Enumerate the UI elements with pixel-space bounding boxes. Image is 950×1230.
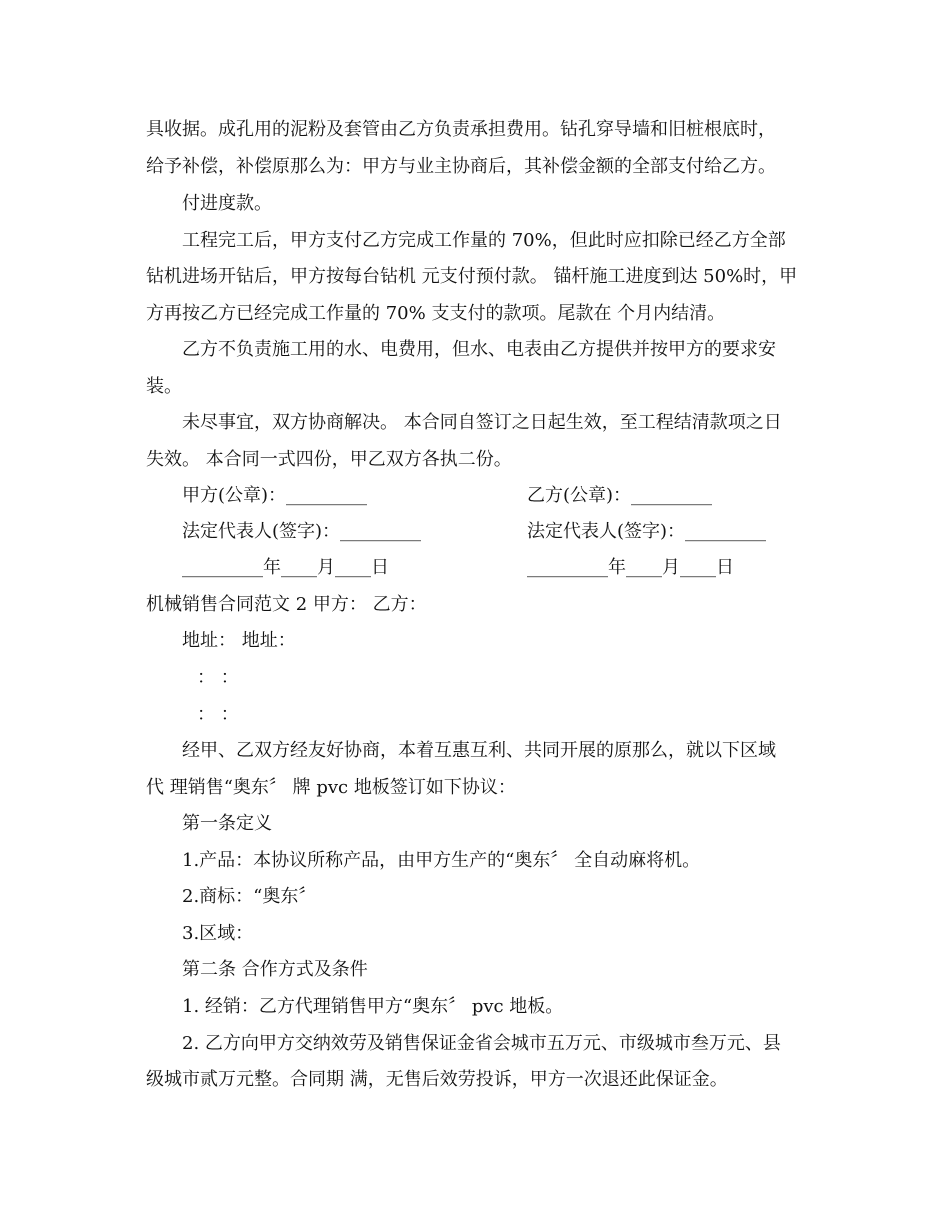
- text-line: 未尽事宜，双方协商解决。 本合同自签订之日起生效，至工程结清款项之日: [182, 412, 782, 433]
- signature-party-a: 甲方(公章)：_________: [182, 485, 368, 506]
- signature-rep-a: 法定代表人(签字)：_________: [182, 521, 422, 542]
- colon-line: ： ：: [197, 667, 239, 688]
- text-line: 乙方不负责施工用的水、电费用，但水、电表由乙方提供并按甲方的要求安: [182, 339, 776, 360]
- definition-item: 3.区域：: [182, 923, 254, 944]
- text-line: 方再按乙方已经完成工作量的 70% 支支付的款项。尾款在 个月内结清。: [146, 303, 726, 324]
- signature-party-b: 乙方(公章)：_________: [527, 485, 713, 506]
- cooperation-item: 级城市贰万元整。合同期 满，无售后效劳投诉，甲方一次退还此保证金。: [146, 1069, 728, 1090]
- text-line: 具收据。成孔用的泥粉及套管由乙方负责承担费用。钻孔穿导墙和旧桩根底时，: [146, 119, 776, 140]
- definition-item: 2.商标：“奥东〞: [182, 886, 317, 907]
- signature-date-a: _________年____月____日: [182, 557, 389, 578]
- article-heading: 第一条定义: [182, 813, 272, 834]
- signature-rep-b: 法定代表人(签字)：_________: [527, 521, 767, 542]
- text-line: 失效。 本合同一式四份，甲乙双方各执二份。: [146, 449, 512, 470]
- intro-line: 经甲、乙双方经友好协商，本着互惠互利、共同开展的原那么，就以下区域: [182, 740, 776, 761]
- contract-title-line: 机械销售合同范文 2 甲方： 乙方：: [146, 594, 427, 615]
- text-line: 工程完工后，甲方支付乙方完成工作量的 70%，但此时应扣除已经乙方全部: [182, 230, 786, 251]
- signature-date-b: _________年____月____日: [527, 557, 734, 578]
- text-line: 给予补偿，补偿原那么为：甲方与业主协商后，其补偿金额的全部支付给乙方。: [146, 156, 776, 177]
- address-line: 地址： 地址：: [182, 630, 296, 651]
- definition-item: 1.产品：本协议所称产品，由甲方生产的“奥东〞 全自动麻将机。: [182, 850, 701, 871]
- intro-line: 代 理销售“奥东〞 牌 pvc 地板签订如下协议：: [146, 777, 516, 798]
- text-line: 装。: [146, 376, 182, 397]
- cooperation-item: 2. 乙方向甲方交纳效劳及销售保证金省会城市五万元、市级城市叁万元、县: [182, 1033, 781, 1054]
- text-line: 付进度款。: [182, 193, 272, 214]
- colon-line: ： ：: [197, 704, 239, 725]
- article-heading: 第二条 合作方式及条件: [182, 959, 368, 980]
- text-line: 钻机进场开钻后，甲方按每台钻机 元支付预付款。 锚杆施工进度到达 50%时，甲: [146, 266, 798, 287]
- cooperation-item: 1. 经销：乙方代理销售甲方“奥东〞 pvc 地板。: [182, 996, 564, 1017]
